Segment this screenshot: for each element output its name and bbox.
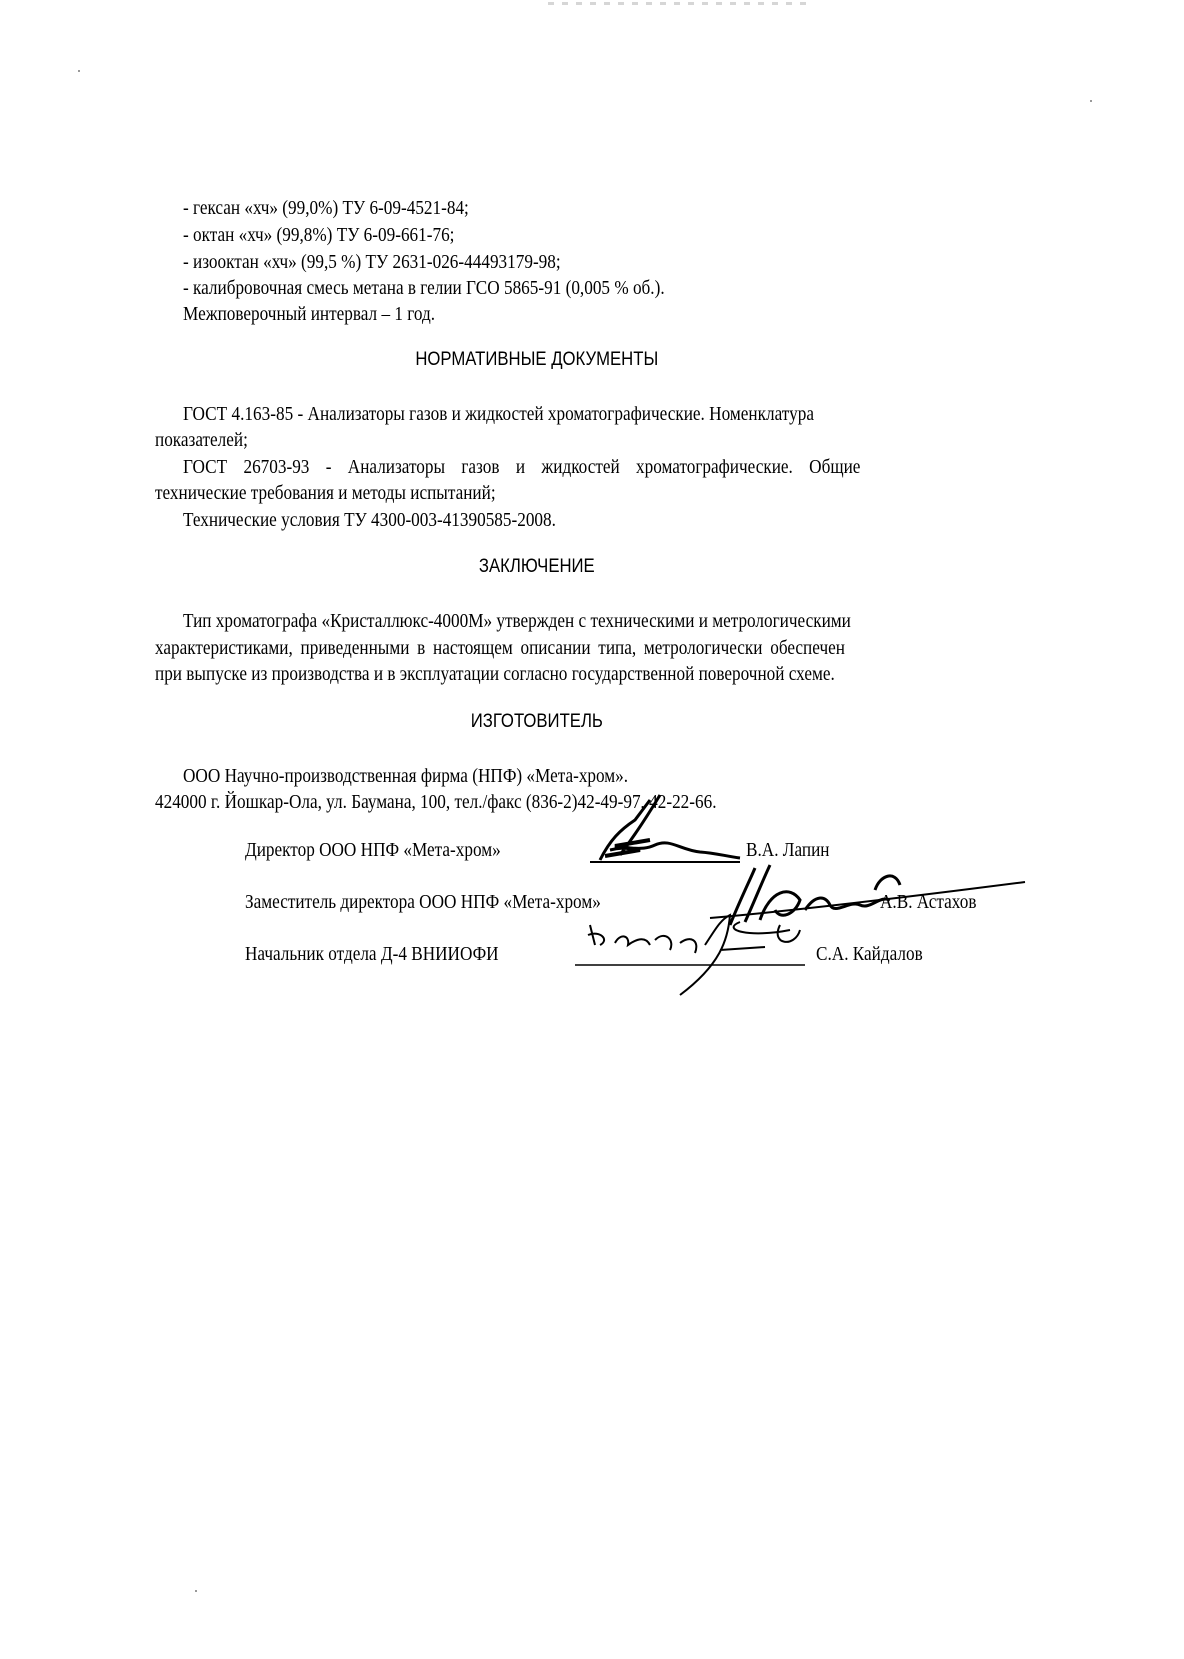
scan-artifact [548,2,808,5]
technical-conditions: Технические условия ТУ 4300-003-41390585-2008. [183,509,556,531]
reagent-item: - октан «хч» (99,8%) ТУ 6-09-661-76; [183,224,455,246]
signatory-title: Директор ООО НПФ «Мета-хром» [245,839,501,861]
gost-26703-line1: ГОСТ 26703-93 - Анализаторы газов и жидкостей хроматографические. Общие [183,456,861,478]
conclusion-line: при выпуске из производства и в эксплуатации согласно государственной поверочной схеме. [155,663,835,685]
reagent-item: - изооктан «хч» (99,5 %) ТУ 2631-026-44493179-98; [183,251,561,273]
section-heading-normative: НОРМАТИВНЫЕ ДОКУМЕНТЫ [415,349,659,370]
manufacturer-address: 424000 г. Йошкар-Ола, ул. Баумана, 100, тел./факс (836-2)42-49-97, 42-22-66. [155,791,717,813]
scan-speck [1090,100,1092,102]
reagent-item: - гексан «хч» (99,0%) ТУ 6-09-4521-84; [183,197,469,219]
signatory-name: В.А. Лапин [746,839,830,861]
signature-kaydalov-icon [570,905,820,1000]
reagent-item: - калибровочная смесь метана в гелии ГСО 5865-91 (0,005 % об.). [183,277,665,299]
gost-26703-line2: технические требования и методы испытаний; [155,482,496,504]
signatory-name: А.В. Астахов [880,891,977,913]
signatory-title: Начальник отдела Д-4 ВНИИОФИ [245,943,499,965]
signature-lapin-icon [580,790,750,870]
manufacturer-name: ООО Научно-производственная фирма (НПФ) «Мета-хром». [183,765,629,787]
section-heading-conclusion: ЗАКЛЮЧЕНИЕ [478,556,595,577]
gost-4-163-line1: ГОСТ 4.163-85 - Анализаторы газов и жидкостей хроматографические. Номенклатура [183,403,814,425]
signatory-title: Заместитель директора ООО НПФ «Мета-хром» [245,891,601,913]
section-heading-manufacturer: ИЗГОТОВИТЕЛЬ [470,711,603,732]
signatory-name: С.А. Кайдалов [816,943,923,965]
conclusion-line: Тип хроматографа «Кристаллюкс-4000М» утвержден с техническими и метрологическими [183,610,851,632]
gost-4-163-line2: показателей; [155,429,248,451]
scan-speck [78,70,80,72]
conclusion-line: характеристиками, приведенными в настоящем описании типа, метрологически обеспечен [155,637,845,659]
scan-speck [195,1590,197,1592]
calibration-interval: Межповерочный интервал – 1 год. [183,303,436,325]
